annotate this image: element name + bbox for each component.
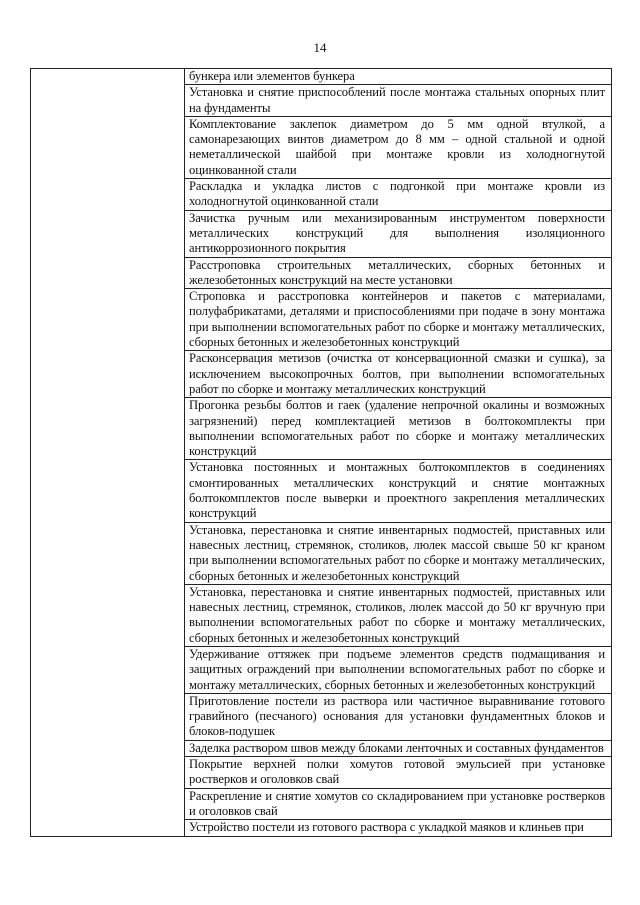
table-cell (185, 757, 612, 789)
row-text: Установка, перестановка и снятие инвентарных подмостей, приставных или навесных лестниц, стремянок, столиков, люлек массой до 50 кг вручную при выполнении вспомогательных работ по сборке и монтажу металлических, сборных бетонных и железобетонных конструкций (189, 584, 605, 645)
table-cell (185, 820, 612, 836)
row-text: Строповка и расстроповка контейнеров и пакетов с материалами, полуфабрикатами, деталями и приспособлениями при подаче в зону монтажа при выполнении вспомогательных работ по сборке и монтажу металлических, сборных бетонных и железобетонных конструкций (189, 289, 605, 350)
row-text: Устройство постели из готового раствора с укладкой маяков и клиньев при (189, 820, 584, 835)
row-text: Раскладка и укладка листов с подгонкой при монтаже кровли из холодногнутой оцинкованной стали (189, 179, 605, 209)
table-cell (185, 351, 612, 398)
row-text: Установка постоянных и монтажных болтокомплектов в соединениях смонтированных металлических конструкций и снятие монтажных болтокомплектов после выверки и проектного закрепления металлических конструкций (189, 460, 605, 521)
row-text: Приготовление постели из раствора или частичное выравнивание готового гравийного (песчаного) основания для установки фундаментных блоков и блоков-подушек (189, 693, 605, 739)
table-cell (185, 740, 612, 756)
table-row (31, 69, 612, 85)
row-text: Зачистка ручным или механизированным инструментом поверхности металлических конструкций для выполнения изоляционного антикоррозионного покрытия (189, 210, 605, 256)
table-cell (185, 584, 612, 646)
row-text: Раскрепление и снятие хомутов со складированием при установке ростверков и оголовков свай (189, 788, 605, 818)
left-column-cell (31, 69, 185, 837)
row-text: Расстроповка строительных металлических, сборных бетонных и железобетонных конструкций на месте установки (189, 257, 605, 287)
table-cell (185, 522, 612, 584)
table-cell (185, 788, 612, 820)
table-cell (185, 210, 612, 257)
table-cell (185, 69, 612, 85)
row-text: Прогонка резьбы болтов и гаек (удаление непрочной окалины и возможных загрязнений) перед комплектацией метизов в болтокомплекты при выполнении вспомогательных работ по сборке и монтажу металлических конструкций (189, 398, 605, 459)
table-cell (185, 693, 612, 740)
row-text: Удерживание оттяжек при подъеме элементов средств подмащивания и защитных ограждений при выполнении вспомогательных работ по сборке и монтажу металлических, сборных бетонных и железобетонных конструкций (189, 646, 605, 692)
row-text: бункера или элементов бункера (189, 69, 355, 83)
row-text: Расконсервация метизов (очистка от консервационной смазки и сушка), за исключением высокопрочных болтов, при выполнении вспомогательных работ по сборке и монтажу металлических конструкций (189, 351, 605, 396)
row-text: Комплектование заклепок диаметром до 5 мм одной втулкой, а самонарезающих винтов диаметром до 8 мм – одной стальной и одной неметаллической шайбой при монтаже кровли из холодногнутой оцинкованной стали (189, 116, 605, 177)
table-cell (185, 116, 612, 178)
table-cell (185, 398, 612, 460)
work-functions-table (30, 68, 612, 837)
table-cell (185, 646, 612, 693)
table-cell (185, 85, 612, 117)
row-text: Заделка раствором швов между блоками ленточных и составных фундаментов (189, 740, 604, 755)
table-cell (185, 179, 612, 211)
row-text: Установка и снятие приспособлений после монтажа стальных опорных плит на фундаменты (189, 85, 605, 115)
row-text: Установка, перестановка и снятие инвентарных подмостей, приставных или навесных лестниц, стремянок, столиков, люлек массой свыше 50 кг краном при выполнении вспомогательных работ по сборке и монтажу металлических, сборных бетонных и железобетонных конструкций (189, 522, 605, 583)
table-cell (185, 460, 612, 522)
table-cell (185, 289, 612, 351)
row-text: Покрытие верхней полки хомутов готовой эмульсией при установке ростверков и оголовков свай (189, 757, 605, 787)
page-number: 14 (313, 40, 327, 55)
table-cell (185, 257, 612, 289)
